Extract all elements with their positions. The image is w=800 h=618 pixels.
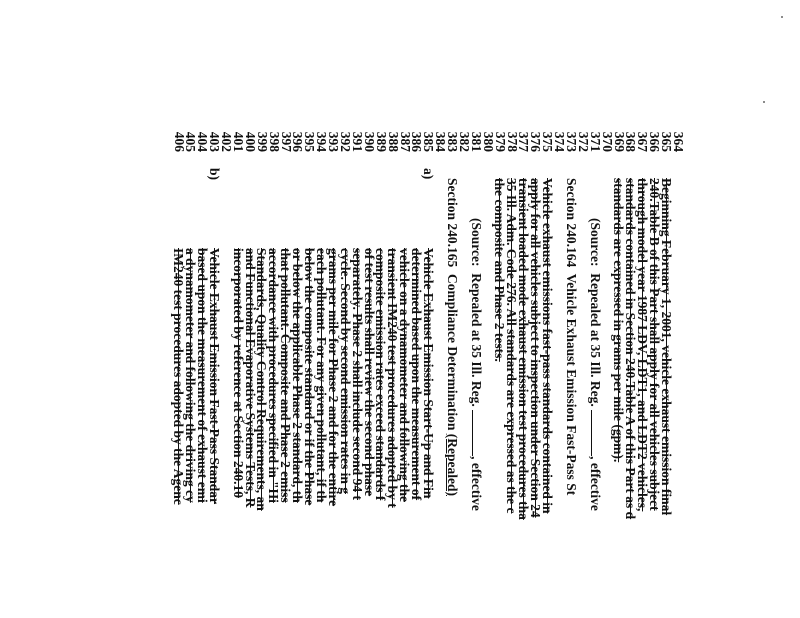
line-number: 396 (290, 131, 306, 152)
item-b-line: Vehicle Exhaust Emission Fast-Pass Standar (206, 248, 222, 505)
item-a-line: below the composite standard or if the Phase (302, 248, 318, 506)
line-number: 376 (528, 131, 544, 152)
line-number: 372 (575, 131, 591, 152)
line-number: 384 (433, 131, 449, 152)
scan-speck (781, 16, 783, 18)
line-number: 399 (254, 131, 270, 152)
item-a-line: accordance with procedures specified in "Hi (266, 248, 282, 503)
item-a-line: grams per mile for Phase 2 and for the entire (325, 248, 341, 507)
blank-line (472, 410, 482, 456)
item-a-line: Vehicle Exhaust Emission Start-Up and Fin (421, 248, 437, 499)
blank-line (591, 410, 601, 456)
item-b-line: based upon the measurement of exhaust emi (195, 248, 210, 503)
line-number: 385 (421, 131, 437, 152)
line-number: 397 (278, 131, 294, 152)
source-note-1-tail: , effective (587, 456, 603, 511)
paragraph-2-line: the composite and Phase 2 tests. (492, 178, 508, 362)
line-number: 377 (516, 131, 532, 152)
item-b-line: a dynamometer and following the driving cy (183, 248, 199, 503)
item-a-label: a) (421, 168, 437, 180)
line-number: 400 (242, 131, 258, 152)
line-number: 405 (183, 131, 199, 152)
source-note-2 (470, 218, 482, 511)
paragraph-1-line: 240.Table B of this Part shall apply for all vehicles subject (647, 178, 663, 511)
item-a-line: each pollutant. For any given pollutant, if th (314, 248, 329, 503)
line-number: 369 (611, 131, 627, 152)
item-a-line: or below the applicable Phase 2 standard, th (290, 248, 306, 503)
item-a-line: separately. Phase 2 shall include second 94 t (349, 248, 365, 501)
line-number: 403 (207, 131, 223, 152)
source-note-2-text: (Source: Repealed at 35 Ill. Reg. (468, 218, 484, 407)
section-240-165-heading (446, 178, 458, 496)
paragraph-2-line: transient loaded mode exhaust emission test procedures tha (516, 178, 532, 520)
source-note-1-text: (Source: Repealed at 35 Ill. Reg. (587, 218, 603, 407)
line-number: 373 (563, 131, 579, 152)
section-240-164-heading: Section 240.164 Vehicle Exhaust Emission Fast-Pass St (563, 178, 579, 496)
line-number: 389 (373, 131, 389, 152)
item-a-line: Standards, Quality Control Requirements, an (254, 248, 270, 511)
line-number: 398 (266, 131, 282, 152)
item-b-line: IM240 test procedures adopted by the Agenc (171, 248, 187, 505)
line-number: 391 (349, 131, 365, 152)
item-a-line: that pollutant. Composite and Phase 2 emiss (278, 248, 294, 503)
line-number: 386 (409, 131, 425, 152)
line-number: 371 (587, 131, 603, 152)
line-number: 388 (385, 131, 401, 152)
scan-speck (763, 101, 765, 103)
item-a-line: determined based upon the measurement of (409, 248, 425, 501)
line-number: 390 (361, 131, 377, 152)
line-number: 401 (231, 131, 247, 152)
paragraph-2-line: Vehicle exhaust emissions fast-pass standards contained in (540, 178, 556, 514)
line-number: 406 (171, 131, 187, 152)
line-number: 382 (456, 131, 472, 152)
line-number: 392 (338, 131, 354, 152)
line-number: 393 (326, 131, 342, 152)
repealed-marker: (Repealed) (444, 433, 460, 496)
item-a-line: incorporated by reference at Section 240.10 (230, 248, 246, 498)
line-number: 380 (480, 131, 496, 152)
item-a-line: and Functional Evaporative Systems Tests, R (242, 248, 258, 508)
line-number: 374 (552, 131, 568, 152)
section-240-165-title: Section 240.165 Compliance Determination (444, 178, 460, 431)
line-number: 383 (445, 131, 461, 152)
item-a-line: of test results shall review the second phase (361, 248, 377, 497)
line-number: 379 (492, 131, 508, 152)
paragraph-2-line: apply for all vehicles subject to inspection under Section 24 (528, 178, 544, 518)
line-number: 402 (219, 131, 235, 152)
line-number: 365 (659, 131, 675, 152)
item-a-line: transient IM240 test procedures adopted by t (385, 248, 401, 508)
line-number: 367 (635, 131, 651, 152)
line-number: 387 (397, 131, 413, 152)
line-number: 375 (540, 131, 556, 152)
paragraph-1-line: Beginning February 1, 2001, vehicle exhaust emission final (659, 178, 675, 516)
paragraph-1-line: standards are expressed in grams per mile (gpm). (611, 178, 627, 463)
item-a-line: vehicle on a dynamometer and following the (397, 248, 413, 502)
line-number: 378 (504, 131, 520, 152)
item-b-label: b) (206, 168, 222, 181)
line-number: 381 (468, 131, 484, 152)
paragraph-1-line: through model year 1987 LDV, LDT1, and LDT2 vehicles, (635, 178, 651, 512)
line-number-column (173, 110, 684, 152)
paragraph-1-line: standards contained in Section 240.Table A of this Part as d (623, 178, 639, 520)
line-number: 370 (599, 131, 615, 152)
line-number: 404 (195, 131, 211, 152)
paragraph-2-line: 35 Ill. Adm. Code 276. All standards are expressed as the c (504, 178, 520, 514)
line-number: 395 (302, 131, 318, 152)
source-note-1 (589, 218, 601, 511)
item-a-line: cycle. Second by second emission rates in g (337, 248, 353, 494)
line-number: 368 (623, 131, 639, 152)
source-note-2-tail: , effective (468, 456, 484, 511)
line-number: 366 (647, 131, 663, 152)
item-a-line: composite emission rates exceed standards f (373, 248, 389, 501)
line-number: 394 (314, 131, 330, 152)
line-number: 364 (671, 131, 686, 152)
